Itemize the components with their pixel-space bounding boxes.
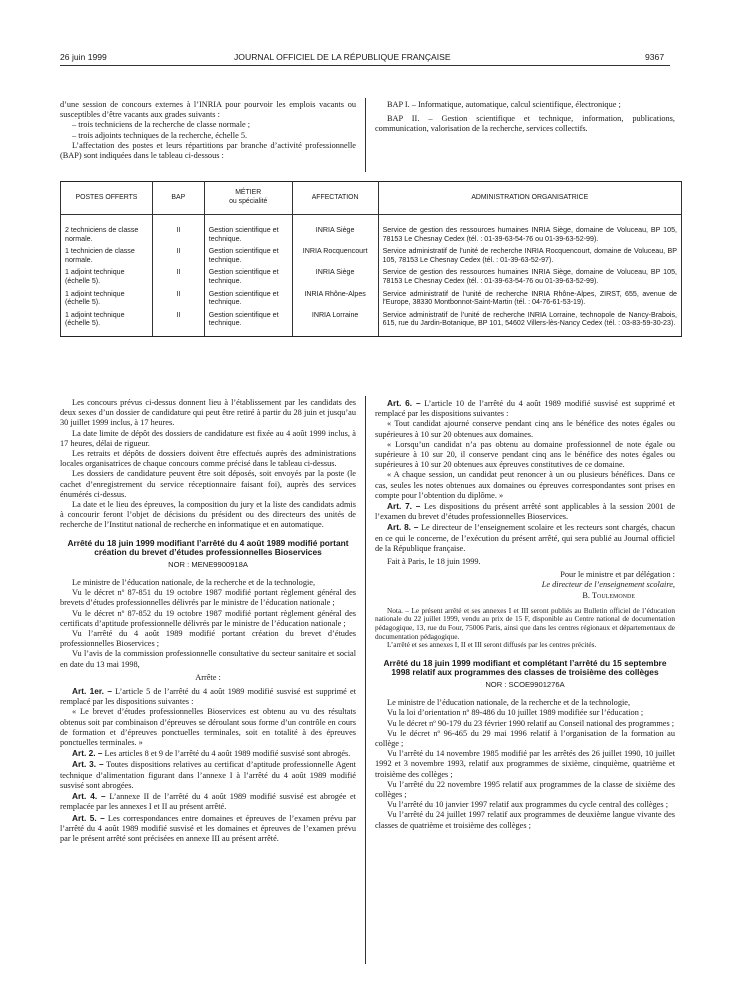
cell-postes: 2 techniciens de classe normale. bbox=[61, 215, 153, 246]
article-label: Art. 1er. – bbox=[72, 686, 112, 697]
paragraph: Vu l’arrêté du 24 juillet 1997 relatif aux programmes de deuxième langue vivante des classes de quatrième et troisième des collèges ; bbox=[375, 810, 675, 830]
paragraph: Vu le décret nº 96-465 du 29 mai 1996 relatif à l’organisation de la formation au collège ; bbox=[375, 728, 675, 749]
cell-admin: Service administratif de l’unité de recherche INRIA Rocquencourt, domaine de Voluceau, BP 105, 78153 Le Chesnay Cedex (tél. : 01-39-63-52-97). bbox=[378, 245, 681, 266]
col-header-metier: MÉTIER ou spécialité bbox=[204, 182, 292, 215]
article-quote: « Lorsqu’un candidat n’a pas obtenu au domaine professionnel de note égale ou supérieure à 10 sur 20, il conserve pendant cinq ans le bénéfice des notes égales ou supérieures à 10 sur 20 obtenues aux épreuves constitutives de ce domaine. bbox=[375, 439, 675, 470]
cell-metier: Gestion scientifique et technique. bbox=[204, 245, 292, 266]
article: Art. 6. – L’article 10 de l’arrêté du 4 août 1989 modifié susvisé est supprimé et remplacé par les dispositions suivantes : bbox=[375, 398, 676, 419]
cell-affectation: INRIA Rocquencourt bbox=[292, 245, 378, 266]
cell-metier: Gestion scientifique et technique. bbox=[204, 266, 292, 287]
article: Art. 4. – L’annexe II de l’arrêté du 4 août 1989 modifié susvisé est abrogée et remplacée par les annexes I et II au présent arrêté. bbox=[60, 791, 356, 812]
cell-admin: Service de gestion des ressources humaines INRIA Siège, domaine de Voluceau, BP 105, 78153 Le Chesnay Cedex (tél. : 01-39-63-54-76 ou 01-39-63-52-99). bbox=[378, 215, 681, 246]
cell-bap: II bbox=[152, 288, 204, 309]
bap-item: BAP I. – Informatique, automatique, calcul scientifique, électronique ; bbox=[387, 100, 621, 109]
col-header-postes: POSTES OFFERTS bbox=[61, 182, 153, 215]
paragraph: Les concours prévus ci-dessus donnent lieu à l’établissement par les candidats des deux sexes d’un dossier de candidature qui peut être retiré à partir du 28 juin et jusqu’au 30 juillet 1999 inclus, à 17 heures. bbox=[60, 398, 356, 428]
article: Art. 8. – Le directeur de l’enseignement scolaire et les recteurs sont chargés, chacun en ce qui le concerne, de l’exécution du présent arrêté, qui sera publié au Journal officiel de la République française. bbox=[375, 522, 675, 553]
article-label: Art. 2. – bbox=[72, 748, 103, 759]
paragraph: Vu l’arrêté du 22 novembre 1995 relatif aux programmes de la classe de sixième des collèges ; bbox=[375, 779, 675, 800]
paragraph: Vu l’arrêté du 14 novembre 1985 modifié par les arrêtés des 26 juillet 1990, 10 juillet 1992 et 3 novembre 1993, relatif aux programmes de sixième, cinquième, quatrième et troisième des collèges ; bbox=[375, 749, 675, 779]
col-header-admin: ADMINISTRATION ORGANISATRICE bbox=[378, 182, 681, 215]
intro-paragraph: d’une session de concours externes à l’INRIA pour pourvoir les emplois vacants ou susceptibles d’être vacants aux grades suivants : bbox=[60, 100, 356, 120]
signature-name: B. Toulemonde bbox=[582, 590, 635, 600]
cell-admin: Service administratif de l’unité de recherche INRIA Lorraine, technopole de Nancy-Brabois, 615, rue du Jardin-Botanique, BP 101, 54602 Villers-lès-Nancy Cedex (tél. : 03-83-59-30-23). bbox=[378, 309, 681, 337]
paragraph: Le ministre de l’éducation nationale, de la recherche et de la technologie, bbox=[387, 698, 631, 708]
cell-postes: 1 technicien de classe normale. bbox=[61, 245, 153, 266]
nor-reference: NOR : MENE9900918A bbox=[168, 559, 248, 569]
decree-title: Arrêté du 18 juin 1999 modifiant l’arrêté du 4 août 1989 modifié portant création du brevet d’études professionnelles Bioservices bbox=[67, 537, 349, 558]
nor-reference: NOR : SCOE9901276A bbox=[485, 680, 565, 690]
intro-right bbox=[375, 100, 675, 135]
signature-title: Le directeur de l’enseignement scolaire, bbox=[541, 580, 675, 590]
article-label: Art. 5. – bbox=[72, 812, 105, 823]
article: Art. 7. – Les dispositions du présent arrêté sont applicables à la session 2001 de l’examen du brevet d’études professionnelles Bioservices. bbox=[375, 501, 676, 522]
paragraph: Vu l’avis de la commission professionnelle consultative du secteur sanitaire et social en date du 13 mai 1998, bbox=[60, 649, 356, 669]
article: Art. 3. – Toutes dispositions relatives au certificat d’aptitude professionnelle Agent technique d’alimentation figurant dans l’annexe I à l’arrêté du 4 août 1989 modifié susvisé sont abrogées. bbox=[60, 759, 356, 790]
article: Art. 1er. – L’article 5 de l’arrêté du 4 août 1989 modifié susvisé est supprimé et remplacé par les dispositions suivantes : bbox=[60, 686, 357, 707]
article-label: Art. 4. – bbox=[72, 791, 106, 802]
cell-metier: Gestion scientifique et technique. bbox=[204, 309, 292, 337]
article-quote: « Tout candidat ajourné conserve pendant cinq ans le bénéfice des notes égales ou supérieures à 10 sur 20 obtenues aux domaines. bbox=[375, 419, 675, 439]
paragraph: Vu le décret nº 87-852 du 19 octobre 1987 modifié portant règlement général des certificats d’aptitude professionnelle délivrés par le ministre de l’éducation nationale ; bbox=[60, 608, 356, 628]
cell-metier: Gestion scientifique et technique. bbox=[204, 288, 292, 309]
intro-paragraph: L’affectation des postes et leurs répartitions par branche d’activité professionnelle (BAP) sont indiquées dans le tableau ci-dessous : bbox=[60, 140, 356, 161]
header-date: 26 juin 1999 bbox=[60, 52, 107, 62]
cell-affectation: INRIA Lorraine bbox=[292, 309, 378, 337]
cell-affectation: INRIA Rhône-Alpes bbox=[292, 288, 378, 309]
article: Art. 2. – Les articles 8 et 9 de l’arrêté du 4 août 1989 modifié susvisé sont abrogés. bbox=[72, 748, 351, 759]
paragraph: La date limite de dépôt des dossiers de candidature est fixée au 4 août 1999 inclus, à 17 heures, délai de rigueur. bbox=[60, 428, 356, 448]
bap-item: BAP II. – Gestion scientifique et technique, information, publications, communication, valorisation de la recherche, services collectifs. bbox=[375, 114, 675, 134]
article-label: Art. 3. – bbox=[72, 759, 104, 770]
cell-bap: II bbox=[152, 309, 204, 337]
paragraph: Les dossiers de candidature peuvent être soit déposés, soit envoyés par la poste (le cachet d’enregistrement du service réceptionnaire faisant foi), auprès des services énumérés ci-dessus. bbox=[60, 469, 356, 499]
arrete-heading: Arrête : bbox=[195, 672, 221, 682]
cell-admin: Service administratif de l’unité de recherche INRIA Rhône-Alpes, ZIRST, 655, avenue de l’Europe, 38330 Montbonnot-Saint-Martin (tél. : 04-76-61-53-19). bbox=[378, 288, 681, 309]
article-label: Art. 6. – bbox=[387, 398, 421, 408]
cell-postes: 1 adjoint technique (échelle 5). bbox=[61, 309, 153, 337]
paragraph: Le ministre de l’éducation nationale, de la recherche et de la technologie, bbox=[72, 578, 316, 588]
article-label: Art. 8. – bbox=[387, 522, 419, 533]
cell-bap: II bbox=[152, 245, 204, 266]
paragraph: Vu le décret nº 87-851 du 19 octobre 1987 modifié portant règlement général des brevets d’études professionnelles délivrés par le ministre de l’éducation nationale ; bbox=[60, 588, 356, 608]
column-divider bbox=[365, 396, 366, 964]
posts-table bbox=[60, 181, 682, 337]
nota: Nota. – Le présent arrêté et ses annexes I et III seront publiés au Bulletin officiel de l’éducation nationale du 22 juillet 1999, vendu au prix de 15 F, disponible au Centre national de documentation pédagogique, 13, rue du Four, 75006 Paris, ainsi que dans les centres régionaux et départementaux de documentation pédagogique. bbox=[375, 605, 675, 641]
intro-left bbox=[60, 100, 356, 161]
decree-title: Arrêté du 18 juin 1999 modifiant et complétant l’arrêté du 15 septembre 1998 relatif aux programmes des classes de troisième des collèges bbox=[383, 657, 667, 678]
col-header-affectation: AFFECTATION bbox=[292, 182, 378, 215]
intro-list-item: – trois adjoints techniques de la recherche, échelle 5. bbox=[72, 130, 248, 140]
cell-bap: II bbox=[152, 266, 204, 287]
left-column bbox=[60, 398, 356, 844]
table-row bbox=[61, 245, 682, 266]
article-quote: « Le brevet d’études professionnelles Bioservices est obtenu au vu des résultats obtenus soit par combinaison d’épreuves se déroulant sous forme d’un contrôle en cours de formation et d’épreuves ponctuelles terminales, soit en totalité à des épreuves ponctuelles terminales. » bbox=[60, 707, 356, 748]
article-quote: « A chaque session, un candidat peut renoncer à un ou plusieurs bénéfices. Dans ce cas, seules les notes obtenues aux domaines ou épreuves correspondantes sont prises en compte pour l’obtention du diplôme. » bbox=[375, 470, 675, 500]
table-row bbox=[61, 266, 682, 287]
cell-affectation: INRIA Siège bbox=[292, 266, 378, 287]
intro-list-item: – trois techniciens de la recherche de classe normale ; bbox=[72, 120, 251, 130]
cell-bap: II bbox=[152, 215, 204, 246]
column-divider bbox=[365, 98, 366, 172]
article-label: Art. 7. – bbox=[387, 501, 421, 512]
article: Art. 5. – Les correspondances entre domaines et épreuves de l’examen prévu par l’arrêté du 4 août 1989 modifié susvisé et les domaines et épreuves de l’examen prévu par le présent arrêté sont précisées en annexe III au présent arrêté. bbox=[60, 812, 356, 843]
journal-title: JOURNAL OFFICIEL DE LA RÉPUBLIQUE FRANÇAISE bbox=[234, 52, 451, 62]
right-column bbox=[375, 398, 675, 831]
cell-postes: 1 adjoint technique (échelle 5). bbox=[61, 266, 153, 287]
col-header-bap: BAP bbox=[152, 182, 204, 215]
paragraph: Vu l’arrêté du 4 août 1989 modifié portant création du brevet d’études professionnelles Bioservices ; bbox=[60, 629, 356, 649]
signature-line: Pour le ministre et par délégation : bbox=[560, 570, 675, 580]
signed-place: Fait à Paris, le 18 juin 1999. bbox=[387, 557, 481, 567]
paragraph: Vu l’arrêté du 10 janvier 1997 relatif aux programmes du cycle central des collèges ; bbox=[387, 800, 669, 810]
paragraph: La date et le lieu des épreuves, la composition du jury et la liste des candidats admis à concourir feront l’objet de décisions du président ou des directeurs des unités de recherche de l’Institut national de recherche en informatique et en automatique. bbox=[60, 500, 356, 530]
paragraph: Vu le décret nº 90-179 du 23 février 1990 relatif au Conseil national des programmes ; bbox=[387, 718, 675, 728]
nota-2: L’arrêté et ses annexes I, II et III seront diffusés par les centres précités. bbox=[387, 640, 597, 650]
page-number: 9367 bbox=[645, 52, 665, 62]
cell-admin: Service de gestion des ressources humaines INRIA Siège, domaine de Voluceau, BP 105, 78153 Le Chesnay Cedex (tél. : 01-39-63-54-76 ou 01-39-63-52-99). bbox=[378, 266, 681, 287]
table-row bbox=[61, 288, 682, 309]
paragraph: Les retraits et dépôts de dossiers doivent être effectués auprès des administrations locales organisatrices de chaque concours comme précisé dans le tableau ci-dessus. bbox=[60, 449, 356, 469]
header-rule bbox=[60, 65, 670, 66]
cell-metier: Gestion scientifique et technique. bbox=[204, 215, 292, 246]
table-header-row bbox=[61, 182, 682, 215]
paragraph: Vu la loi d’orientation nº 89-486 du 10 juillet 1989 modifiée sur l’éducation ; bbox=[387, 708, 644, 718]
table-row bbox=[61, 215, 682, 246]
cell-affectation: INRIA Siège bbox=[292, 215, 378, 246]
table-row bbox=[61, 309, 682, 337]
cell-postes: 1 adjoint technique (échelle 5). bbox=[61, 288, 153, 309]
